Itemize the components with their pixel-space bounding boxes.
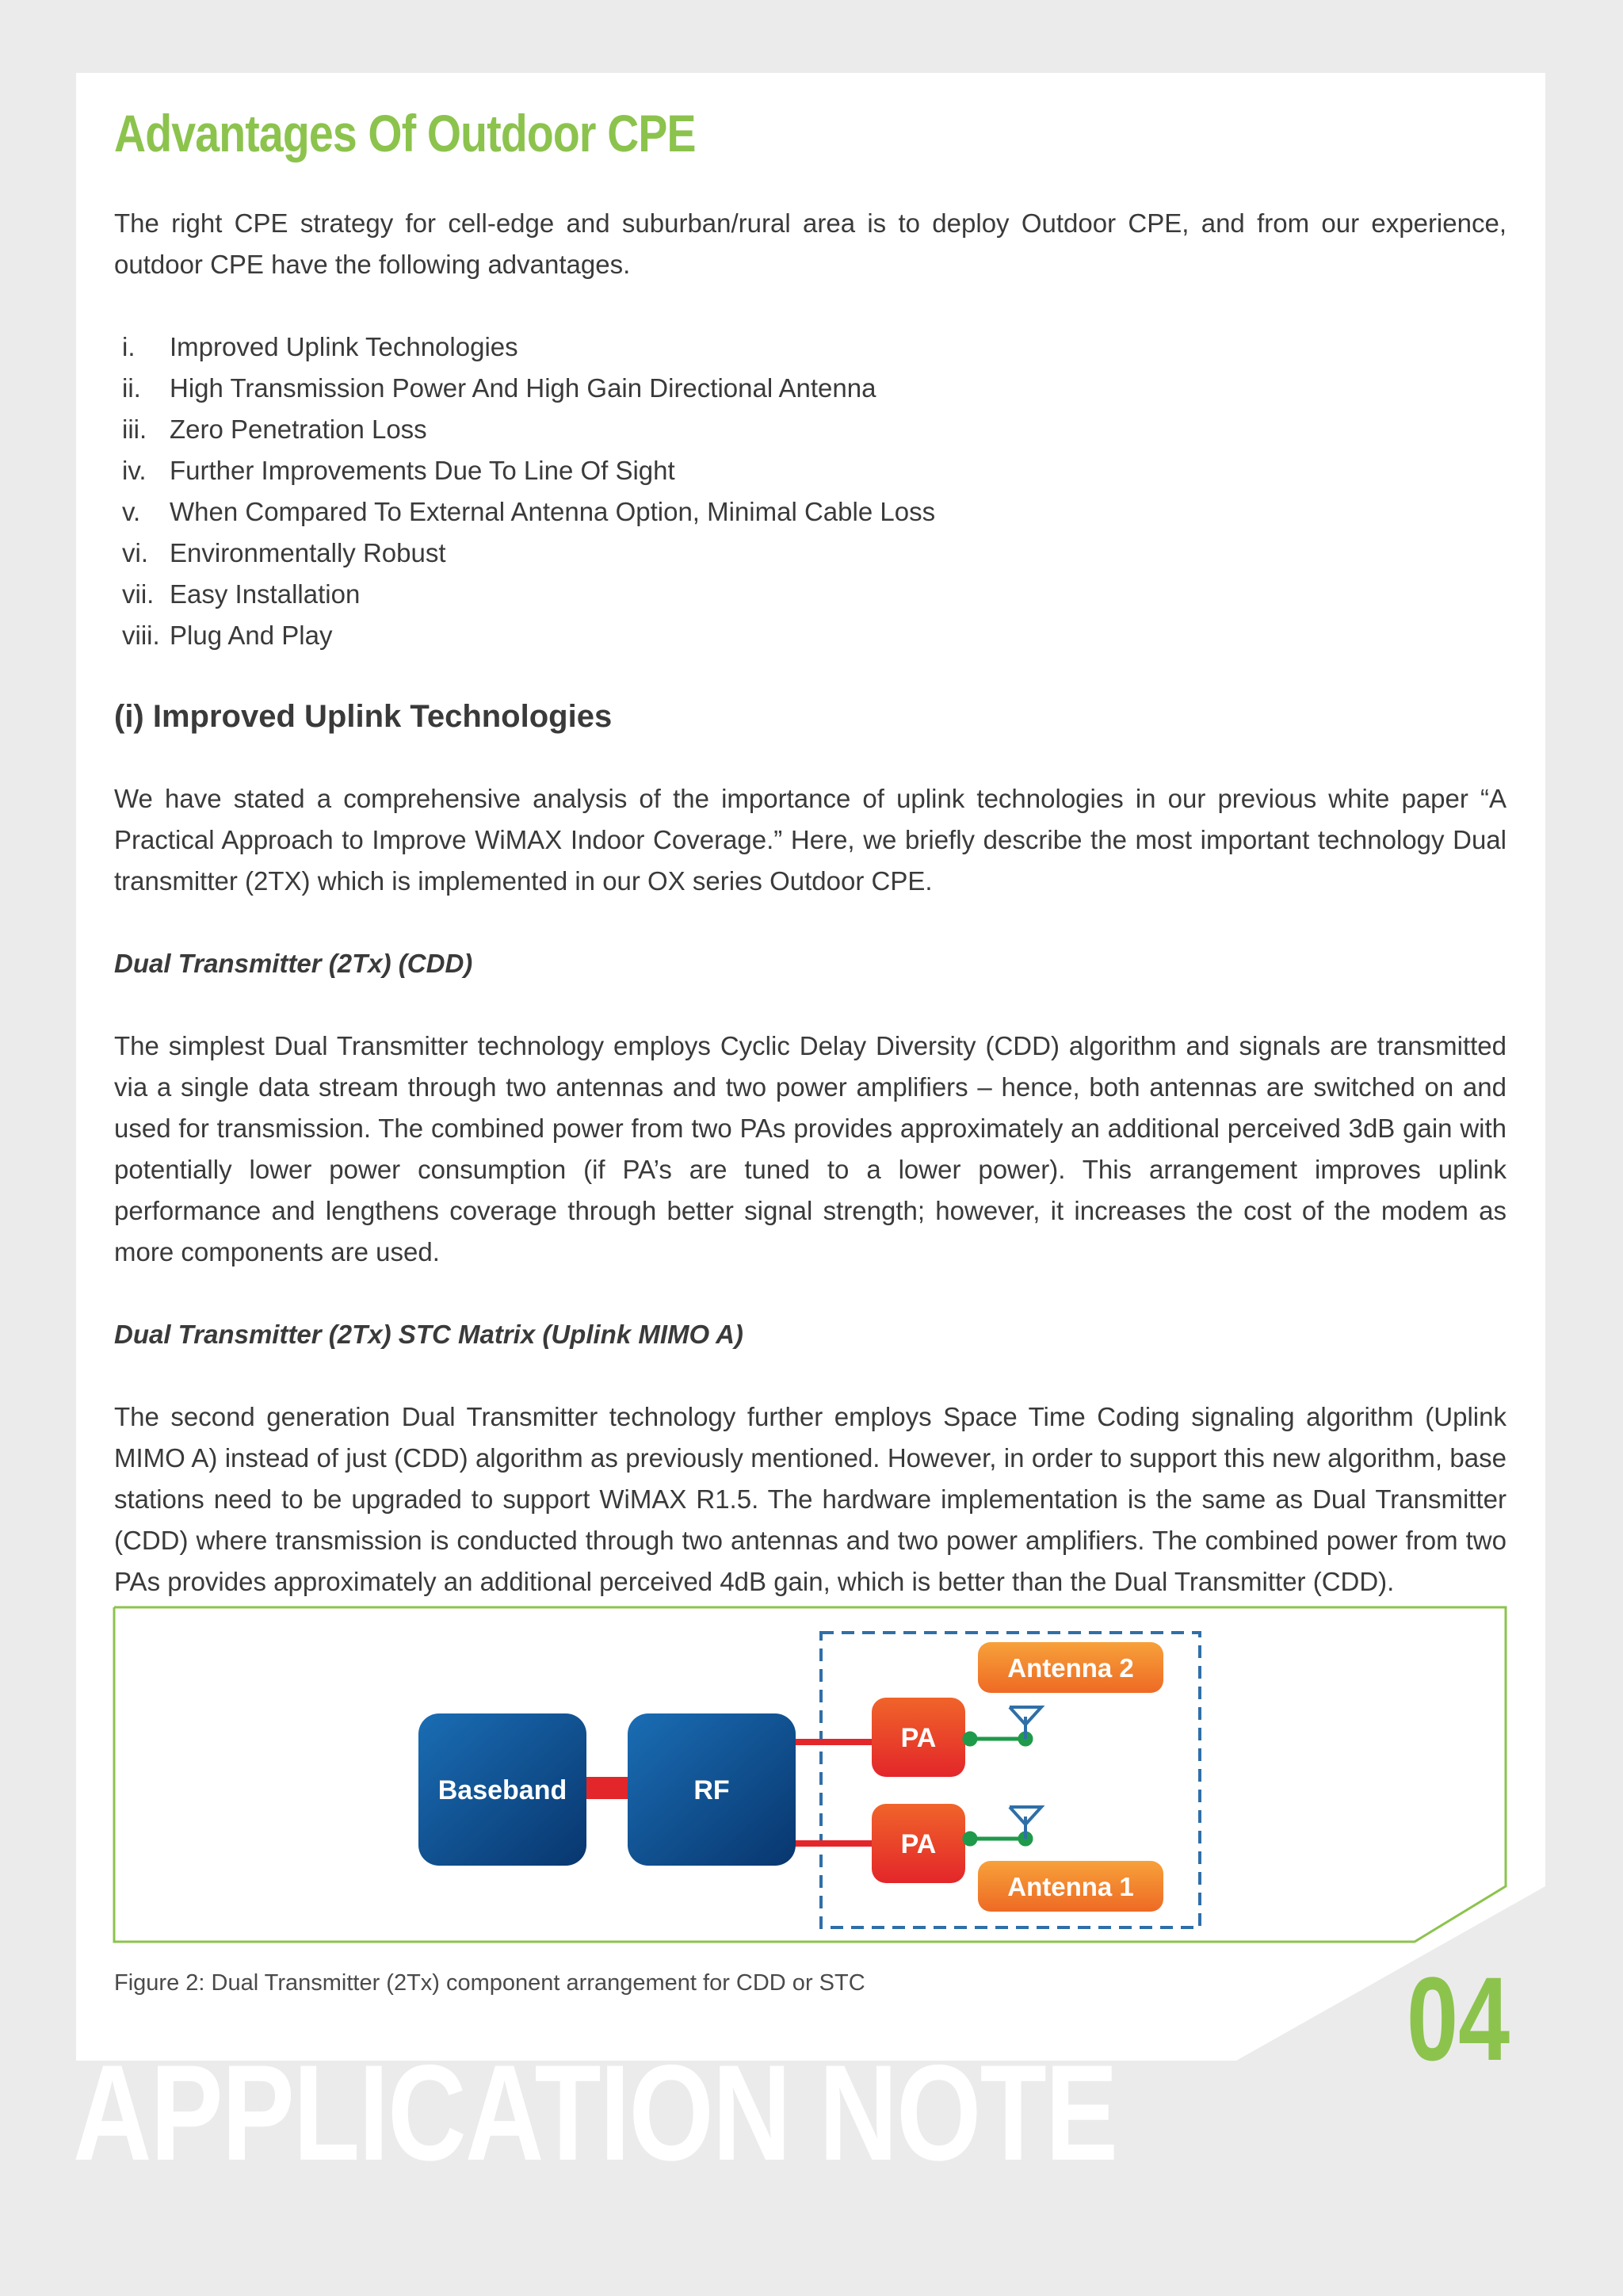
advantage-number: vii. <box>122 579 155 609</box>
advantage-number: iii. <box>122 415 147 444</box>
uplink-paragraph: We have stated a comprehensive analysis of the importance of uplink technologies in our previous white paper “A Practical Approach to Improve WiMAX Indoor Coverage.” Here, we briefly describe the most important technology Dual transmitter (2TX) which is implemented in our OX series Outdoor CPE. <box>114 784 1507 896</box>
rf-label: RF <box>693 1775 730 1805</box>
advantage-number: i. <box>122 332 136 361</box>
subheading-stc: Dual Transmitter (2Tx) STC Matrix (Uplink MIMO A) <box>114 1320 743 1349</box>
advantage-number: vi. <box>122 538 148 567</box>
advantage-text: Environmentally Robust <box>170 538 446 567</box>
antenna1-label: Antenna 1 <box>1007 1872 1134 1901</box>
page-title: Advantages Of Outdoor CPE <box>114 104 696 162</box>
antenna2-feed <box>964 1733 1031 1744</box>
advantage-text: Further Improvements Due To Line Of Sight <box>170 456 675 485</box>
stc-paragraph: The second generation Dual Transmitter technology further employs Space Time Coding signaling algorithm (Uplink MIMO A) instead of just (CDD) algorithm as previously mentioned. However, in order to support this new algorithm, base stations need to be upgraded to support WiMAX R1.5. The hardware implementation is the same as Dual Transmitter (CDD) where transmission is conducted through two antennas and two power amplifiers. The combined power from two PAs provides approximately an additional perceived 4dB gain, which is better than the Dual Transmitter (CDD). <box>114 1402 1507 1596</box>
pa-top-label: PA <box>900 1723 937 1753</box>
pa-bottom-label: PA <box>900 1829 937 1859</box>
baseband-rf-link <box>585 1777 629 1799</box>
advantage-number: v. <box>122 497 141 526</box>
page-number: 04 <box>1407 1952 1510 2085</box>
antenna2-label: Antenna 2 <box>1007 1653 1134 1683</box>
figure-caption: Figure 2: Dual Transmitter (2Tx) component arrangement for CDD or STC <box>114 1970 865 1996</box>
advantage-text: Improved Uplink Technologies <box>170 332 518 361</box>
footer-watermark: APPLICATION NOTE <box>73 2037 1117 2189</box>
subheading-cdd: Dual Transmitter (2Tx) (CDD) <box>114 949 473 978</box>
advantage-text: Easy Installation <box>170 579 361 609</box>
section-heading-uplink: (i) Improved Uplink Technologies <box>114 699 613 734</box>
baseband-label: Baseband <box>437 1775 567 1805</box>
figure-frame <box>114 1607 1506 1942</box>
advantage-number: viii. <box>122 621 160 650</box>
advantage-text: Zero Penetration Loss <box>170 415 427 444</box>
advantage-text: When Compared To External Antenna Option, Minimal Cable Loss <box>170 497 936 526</box>
advantage-text: High Transmission Power And High Gain Directional Antenna <box>170 373 876 403</box>
antenna1-icon <box>1010 1807 1041 1839</box>
advantage-number: ii. <box>122 373 141 403</box>
advantage-number: iv. <box>122 456 147 485</box>
antenna2-icon <box>1010 1707 1041 1739</box>
intro-paragraph: The right CPE strategy for cell-edge and suburban/rural area is to deploy Outdoor CPE, and from our experience, outdoor CPE have the following advantages. <box>114 208 1507 279</box>
cdd-paragraph: The simplest Dual Transmitter technology employs Cyclic Delay Diversity (CDD) algorithm and signals are transmitted via a single data stream through two antennas and two power amplifiers – hence, both antennas are switched on and used for transmission. The combined power from two PAs provides approximately an additional perceived 3dB gain with potentially lower power consumption (if PA’s are tuned to a lower power). This arrangement improves uplink performance and lengthens coverage through better signal strength; however, it increases the cost of the modem as more components are used. <box>114 1031 1507 1266</box>
advantage-text: Plug And Play <box>170 621 333 650</box>
antenna1-feed <box>964 1833 1031 1844</box>
